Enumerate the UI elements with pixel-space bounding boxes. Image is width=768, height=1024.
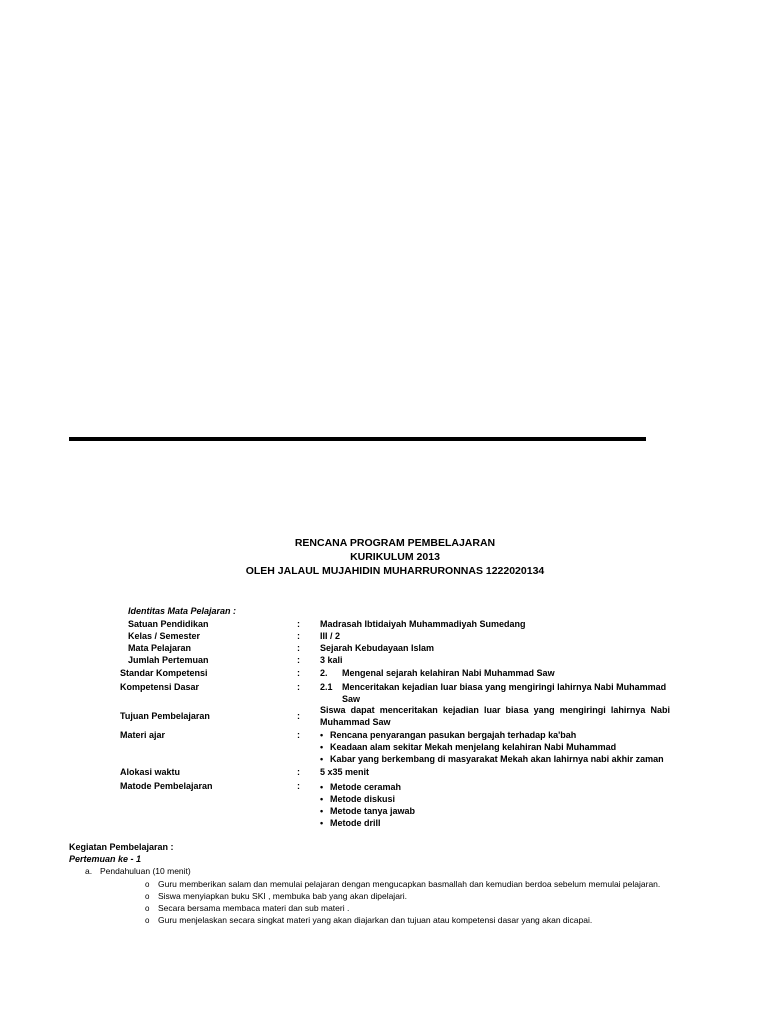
tujuan-value-line2: Muhammad Saw xyxy=(320,717,391,727)
sk-number: 2. xyxy=(320,668,328,678)
kd-value-line1: Menceritakan kejadian luar biasa yang mengiringi lahirnya Nabi Muhammad xyxy=(342,682,667,692)
colon: : xyxy=(297,655,300,665)
metode-item: • Metode drill xyxy=(320,818,381,828)
kegiatan-item: o Siswa menyiapkan buku SKI , membuka bab yang akan dipelajari. xyxy=(145,891,407,901)
tujuan-label: Tujuan Pembelajaran xyxy=(120,711,210,721)
kelas-label: Kelas / Semester xyxy=(128,631,201,641)
mapel-label: Mata Pelajaran xyxy=(128,643,192,653)
colon: : xyxy=(297,730,300,740)
tujuan-value-line1: Siswa dapat menceritakan kejadian luar biasa yang mengiringi lahirnya Nabi xyxy=(320,705,670,715)
kd-value-line2: Saw xyxy=(342,694,361,704)
metode-item: • Metode diskusi xyxy=(320,794,395,804)
kegiatan-item: o Guru memberikan salam dan memulai pelajaran dengan mengucapkan basmallah dan kemudian berdoa sebelum memulai pelajaran. xyxy=(145,879,660,889)
kegiatan-item: o Guru menjelaskan secara singkat materi yang akan diajarkan dan tujuan atau kompetensi dasar yang akan dicapai. xyxy=(145,915,592,925)
materi-item: • Rencana penyarangan pasukan bergajah terhadap ka'bah xyxy=(320,730,576,740)
pertemuan-label: Pertemuan ke - 1 xyxy=(69,854,142,864)
satuan-value: Madrasah Ibtidaiyah Muhammadiyah Sumedang xyxy=(320,619,526,629)
mapel-value: Sejarah Kebudayaan Islam xyxy=(320,643,435,653)
metode-item: • Metode ceramah xyxy=(320,782,401,792)
alokasi-label: Alokasi waktu xyxy=(120,767,181,777)
sk-label: Standar Kompetensi xyxy=(120,668,208,678)
sk-value: Mengenal sejarah kelahiran Nabi Muhammad Saw xyxy=(342,668,555,678)
kd-label: Kompetensi Dasar xyxy=(120,682,200,692)
kegiatan-heading: Kegiatan Pembelajaran : xyxy=(69,842,174,852)
kegiatan-item: o Secara bersama membaca materi dan sub materi . xyxy=(145,903,349,913)
metode-item: • Metode tanya jawab xyxy=(320,806,415,816)
doc-title: RENCANA PROGRAM PEMBELAJARAN xyxy=(294,537,496,549)
colon: : xyxy=(297,711,300,721)
colon: : xyxy=(297,631,300,641)
materi-item: • Kabar yang berkembang di masyarakat Mekah akan lahirnya nabi akhir zaman xyxy=(320,754,664,764)
doc-author: OLEH JALAUL MUJAHIDIN MUHARRURONNAS 1222020134 xyxy=(245,565,545,577)
identitas-heading: Identitas Mata Pelajaran : xyxy=(128,606,237,616)
doc-subtitle: KURIKULUM 2013 xyxy=(350,551,440,563)
colon: : xyxy=(297,643,300,653)
colon: : xyxy=(297,767,300,777)
materi-label: Materi ajar xyxy=(120,730,166,740)
kd-number: 2.1 xyxy=(320,682,333,692)
satuan-label: Satuan Pendidikan xyxy=(128,619,209,629)
colon: : xyxy=(297,668,300,678)
horizontal-rule xyxy=(69,437,646,441)
colon: : xyxy=(297,781,300,791)
metode-label: Matode Pembelajaran xyxy=(120,781,213,791)
jumlah-value: 3 kali xyxy=(320,655,343,665)
pendahuluan-label: Pendahuluan (10 menit) xyxy=(100,866,191,876)
colon: : xyxy=(297,619,300,629)
materi-item: • Keadaan alam sekitar Mekah menjelang kelahiran Nabi Muhammad xyxy=(320,742,616,752)
kelas-value: III / 2 xyxy=(320,631,341,641)
colon: : xyxy=(297,682,300,692)
sub-letter: a. xyxy=(85,866,93,876)
jumlah-label: Jumlah Pertemuan xyxy=(128,655,209,665)
alokasi-value: 5 x35 menit xyxy=(320,767,370,777)
